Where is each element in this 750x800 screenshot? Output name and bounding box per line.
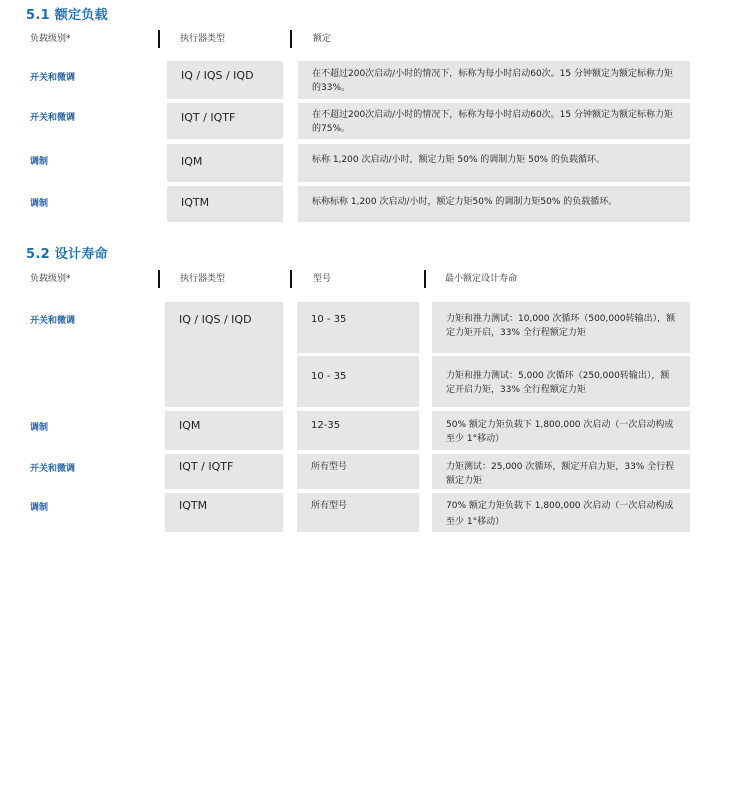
row-model: 10 - 35 (297, 356, 419, 407)
row-actuator-type: IQM (167, 144, 283, 182)
row-design-life: 70% 额定力矩负载下 1,800,000 次启动（一次启动构成至少 1°移动） (432, 493, 690, 532)
row-rating: 标称 1,200 次启动/小时，额定力矩 50% 的调制力矩 50% 的负载循环。 (298, 144, 690, 182)
header-actuator-type: 执行器类型 (180, 34, 226, 44)
header-load-class: 负载级别* (30, 34, 71, 44)
row-design-life: 力矩和推力测试：5,000 次循环（250,000转输出），额定开启力矩，33% 全行程额定力矩 (432, 356, 690, 407)
row-category: 开关和微调 (30, 113, 76, 123)
column-divider (158, 30, 160, 48)
header-actuator-type: 执行器类型 (180, 274, 226, 284)
row-model: 12-35 (297, 411, 419, 450)
row-category: 开关和微调 (30, 316, 76, 326)
column-divider (158, 270, 160, 288)
row-category: 开关和微调 (30, 73, 76, 83)
row-actuator-type: IQM (165, 411, 283, 450)
row-design-life: 力矩测试：25,000 次循环，额定开启力矩，33% 全行程额定力矩 (432, 454, 690, 489)
row-actuator-type: IQT / IQTF (167, 103, 283, 139)
row-rating: 在不超过200次启动/小时的情况下，标称为每小时启动60次。15 分钟额定为额定标称力矩的33%。 (298, 61, 690, 99)
row-category: 调制 (30, 199, 49, 209)
row-actuator-type: IQTM (165, 493, 283, 532)
column-divider (424, 270, 426, 288)
row-model: 10 - 35 (297, 302, 419, 353)
row-model: 所有型号 (297, 454, 419, 489)
row-actuator-type: IQ / IQS / IQD (167, 61, 283, 99)
row-actuator-type: IQ / IQS / IQD (165, 302, 283, 407)
row-category: 调制 (30, 157, 49, 167)
row-model: 所有型号 (297, 493, 419, 532)
header-model: 型号 (313, 274, 332, 284)
row-design-life: 力矩和推力测试：10,000 次循环（500,000转输出），额定力矩开启，33% 全行程额定力矩 (432, 302, 690, 353)
row-rating: 在不超过200次启动/小时的情况下，标称为每小时启动60次。15 分钟额定为额定标称力矩的75%。 (298, 103, 690, 139)
column-divider (290, 30, 292, 48)
row-actuator-type: IQTM (167, 186, 283, 222)
row-category: 开关和微调 (30, 464, 76, 474)
row-design-life: 50% 额定力矩负载下 1,800,000 次启动（一次启动构成至少 1°移动） (432, 411, 690, 450)
row-rating: 标称标称 1,200 次启动/小时，额定力矩50% 的调制力矩50% 的负载循环。 (298, 186, 690, 222)
column-divider (290, 270, 292, 288)
section-title-design-life: 5.2 设计寿命 (26, 247, 108, 262)
section-title-rated-load: 5.1 额定负载 (26, 8, 108, 23)
row-category: 调制 (30, 503, 49, 513)
header-design-life: 最小额定设计寿命 (445, 274, 518, 284)
header-rating: 额定 (313, 34, 332, 44)
header-load-class: 负载级别* (30, 274, 71, 284)
row-actuator-type: IQT / IQTF (165, 454, 283, 489)
row-category: 调制 (30, 423, 49, 433)
